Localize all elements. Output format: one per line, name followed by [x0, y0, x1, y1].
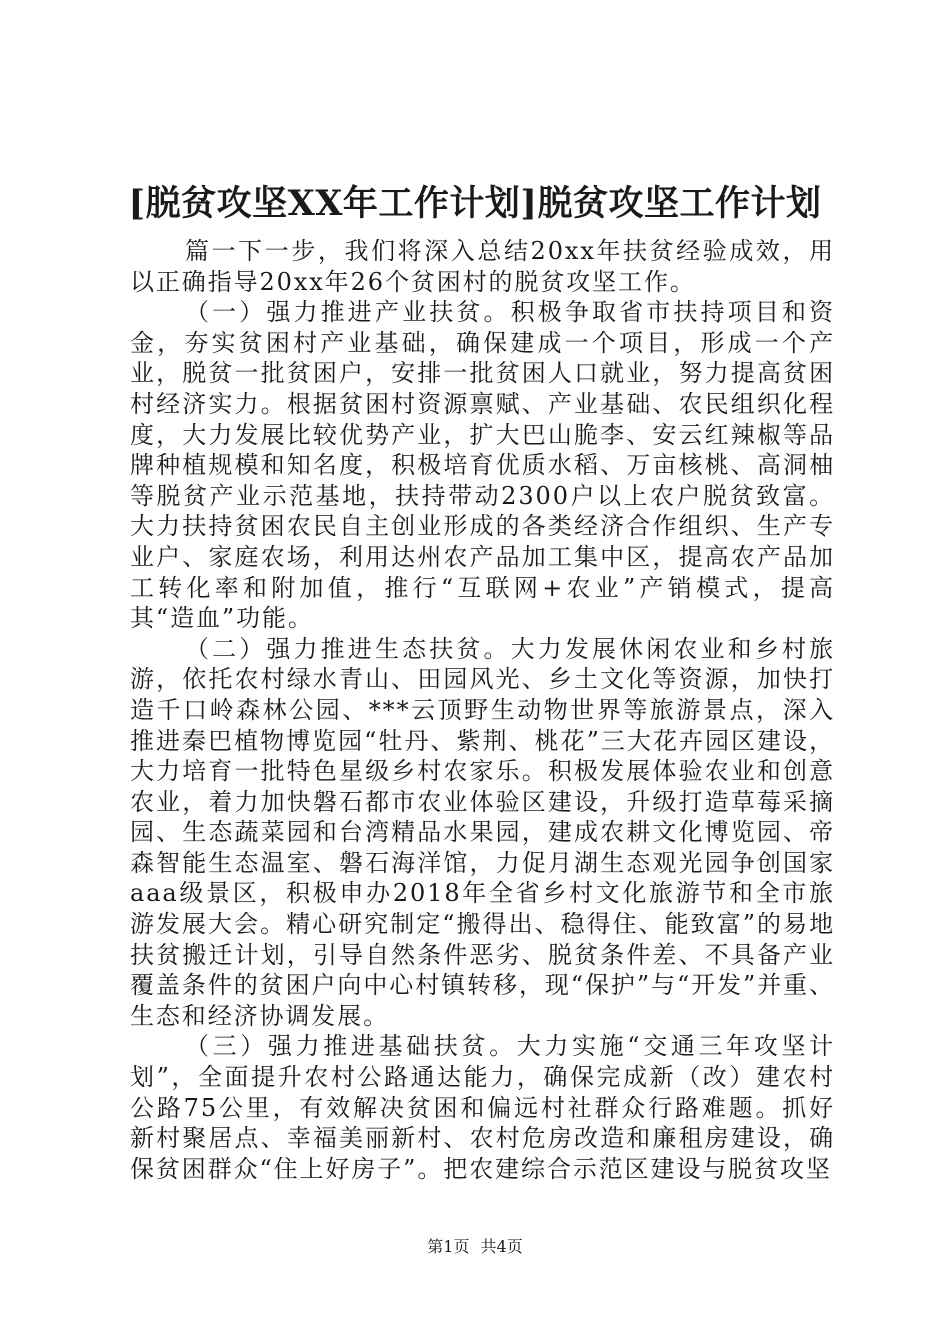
paragraph-ecological-poverty-relief: （二）强力推进生态扶贫。大力发展休闲农业和乡村旅游，依托农村绿水青山、田园风光、乡土文化等资源，加快打造千口岭森林公园、***云顶野生动物世界等旅游景点，深入推进秦巴植物博览园“牡丹、紫荆、桃花”三大花卉园区建设，大力培育一批特色星级乡村农家乐。积极发展体验农业和创意农业，着力加快磐石都市农业体验区建设，升级打造草莓采摘园、生态蔬菜园和台湾精品水果园，建成农耕文化博览园、帝森智能生态温室、磐石海洋馆，力促月湖生态观光园争创国家aaa级景区，积极申办2018年全省乡村文化旅游节和全市旅游发展大会。精心研究制定“搬得出、稳得住、能致富”的易地扶贫搬迁计划，引导自然条件恶劣、脱贫条件差、不具备产业覆盖条件的贫困户向中心村镇转移，现“保护”与“开发”并重、生态和经济协调发展。: [130, 634, 835, 1030]
document-title: [脱贫攻坚XX年工作计划]脱贫攻坚工作计划: [128, 183, 822, 224]
page-number: 第1页: [427, 1237, 470, 1256]
paragraph-infrastructure-poverty-relief: （三）强力推进基础扶贫。大力实施“交通三年攻坚计划”，全面提升农村公路通达能力，确保完成新（改）建农村公路75公里，有效解决贫困和偏远村社群众行路难题。抓好新村聚居点、幸福美丽新村、农村危房改造和廉租房建设，确保贫困群众“住上好房子”。把农建综合示范区建设与脱贫攻坚: [130, 1032, 835, 1183]
paragraph-industry-poverty-relief: （一）强力推进产业扶贫。积极争取省市扶持项目和资金，夯实贫困村产业基础，确保建成一个项目，形成一个产业，脱贫一批贫困户，安排一批贫困人口就业，努力提高贫困村经济实力。根据贫困村资源禀赋、产业基础、农民组织化程度，大力发展比较优势产业，扩大巴山脆李、安云红辣椒等品牌种植规模和知名度，积极培育优质水稻、万亩核桃、高洞柚等脱贫产业示范基地，扶持带动2300户以上农户脱贫致富。大力扶持贫困农民自主创业形成的各类经济合作组织、生产专业户、家庭农场，利用达州农产品加工集中区，提高农产品加工转化率和附加值，推行“互联网+农业”产销模式，提高其“造血”功能。: [130, 298, 835, 633]
paragraph-intro: 篇一下一步，我们将深入总结20xx年扶贫经验成效，用以正确指导20xx年26个贫困村的脱贫攻坚工作。: [130, 237, 835, 296]
page-footer: [0, 1236, 950, 1258]
page-total: 共4页: [480, 1237, 523, 1256]
document-body: [130, 236, 835, 1184]
